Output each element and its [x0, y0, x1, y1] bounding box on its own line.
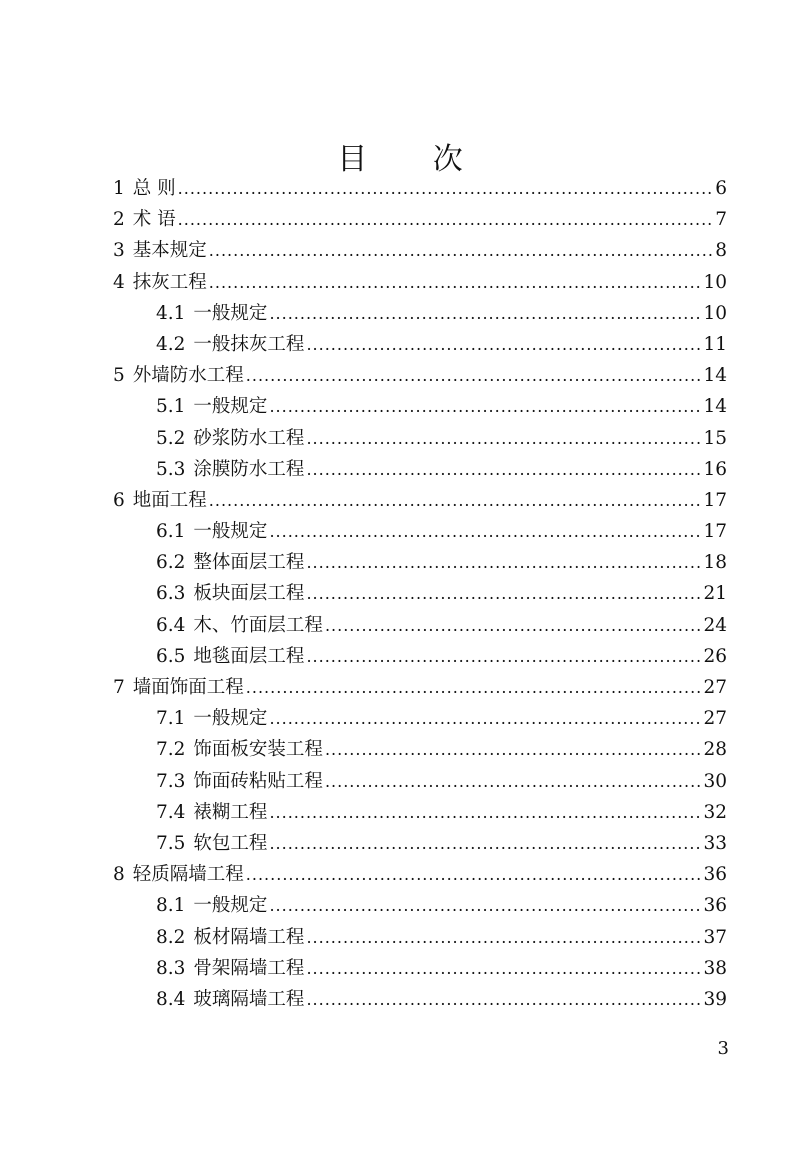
dot-leader [209, 235, 713, 266]
dot-leader [269, 797, 701, 828]
toc-entry-page: 14 [703, 365, 727, 387]
toc-entry-title: 一般规定 [193, 302, 268, 324]
toc-entry-number: 8 [113, 864, 125, 886]
toc-entry-title: 饰面砖粘贴工程 [193, 770, 323, 792]
toc-entry-number: 7 [113, 677, 125, 698]
dot-leader [306, 922, 701, 953]
dot-leader [269, 828, 701, 859]
toc-entry-page: 21 [703, 583, 727, 605]
toc-entry-page: 15 [703, 427, 727, 449]
toc-entry-number: 5.1 [156, 396, 186, 418]
toc-entry[interactable] [113, 267, 727, 298]
page-title: 目 次 [337, 142, 491, 178]
toc-entry-page: 36 [703, 895, 727, 917]
dot-leader [178, 204, 714, 235]
toc-entry-page: 18 [703, 552, 727, 574]
toc-entry-page: 30 [703, 770, 727, 792]
dot-leader [325, 734, 702, 765]
dot-leader [306, 454, 701, 485]
toc-entry[interactable] [113, 235, 727, 266]
toc-entry[interactable] [113, 204, 727, 235]
toc-entry[interactable] [113, 485, 727, 516]
toc-entry-number: 6.3 [156, 583, 186, 605]
toc-entry-title: 一般规定 [193, 708, 268, 730]
toc-subentry[interactable] [113, 454, 727, 485]
dot-leader [306, 578, 701, 609]
dot-leader [246, 672, 702, 703]
toc-entry-page: 33 [703, 832, 727, 854]
toc-entry-number: 1 [113, 178, 125, 199]
toc-entry-number: 7.1 [156, 708, 186, 730]
dot-leader [306, 423, 701, 454]
toc-entry-number: 4 [113, 271, 125, 293]
toc-subentry[interactable] [113, 734, 727, 765]
dot-leader [269, 890, 701, 921]
toc-entry-title: 总 则 [132, 178, 176, 199]
toc-entry-title: 整体面层工程 [193, 552, 305, 574]
toc-subentry[interactable] [113, 797, 727, 828]
toc-entry-number: 6.2 [156, 552, 186, 574]
toc-subentry[interactable] [113, 329, 727, 360]
toc-subentry[interactable] [113, 953, 727, 984]
dot-leader [209, 485, 702, 516]
toc-entry-number: 4.1 [156, 302, 186, 324]
dot-leader [306, 329, 701, 360]
toc-entry-title: 裱糊工程 [193, 801, 268, 823]
toc-entry-page: 10 [703, 271, 727, 293]
toc-entry-title: 木、竹面层工程 [193, 614, 323, 636]
toc-entry-number: 7.3 [156, 770, 186, 792]
toc-entry-title: 抹灰工程 [132, 271, 207, 293]
toc-entry-number: 5 [113, 365, 125, 387]
toc-entry-number: 6 [113, 489, 125, 511]
toc-subentry[interactable] [113, 547, 727, 578]
toc-entry[interactable] [113, 360, 727, 391]
dot-leader [246, 360, 702, 391]
toc-entry-page: 38 [703, 957, 727, 979]
toc-entry-title: 玻璃隔墙工程 [193, 988, 305, 1010]
toc-entry[interactable] [113, 672, 727, 703]
toc-subentry[interactable] [113, 703, 727, 734]
toc-entry-page: 27 [703, 708, 727, 730]
toc-entry-page: 17 [703, 521, 727, 543]
toc-subentry[interactable] [113, 610, 727, 641]
dot-leader [269, 391, 701, 422]
toc-entry-number: 7.4 [156, 801, 186, 823]
toc-entry-title: 基本规定 [132, 240, 207, 262]
toc-entry-number: 6.1 [156, 521, 186, 543]
toc-entry-title: 轻质隔墙工程 [132, 864, 244, 886]
toc-entry-title: 涂膜防水工程 [193, 458, 305, 480]
page-number: 3 [717, 1038, 729, 1059]
toc-entry-page: 16 [703, 458, 727, 480]
toc-entry-number: 2 [113, 209, 125, 231]
toc-subentry[interactable] [113, 766, 727, 797]
toc-entry-title: 一般规定 [193, 396, 268, 418]
toc-entry[interactable] [113, 859, 727, 890]
toc-entry-number: 8.2 [156, 926, 186, 948]
dot-leader [269, 516, 701, 547]
dot-leader [306, 984, 701, 1015]
toc-entry-page: 26 [703, 645, 727, 667]
toc-subentry[interactable] [113, 298, 727, 329]
toc-entry-page: 8 [715, 240, 727, 262]
toc-entry-number: 7.2 [156, 739, 186, 761]
toc-entry-number: 8.3 [156, 957, 186, 979]
toc-entry-title: 饰面板安装工程 [193, 739, 323, 761]
toc-subentry[interactable] [113, 578, 727, 609]
toc-entry-title: 骨架隔墙工程 [193, 957, 305, 979]
dot-leader [269, 703, 701, 734]
toc-entry-page: 32 [703, 801, 727, 823]
toc-entry-page: 11 [703, 333, 727, 355]
dot-leader [246, 859, 702, 890]
dot-leader [178, 173, 714, 204]
toc-subentry[interactable] [113, 423, 727, 454]
toc-entry-page: 27 [703, 677, 727, 698]
toc-entry-number: 5.3 [156, 458, 186, 480]
toc-entry-title: 一般抹灰工程 [193, 333, 305, 355]
toc-entry-number: 6.5 [156, 645, 186, 667]
toc-entry-title: 一般规定 [193, 521, 268, 543]
toc-entry-page: 10 [703, 302, 727, 324]
toc-entry-page: 7 [715, 209, 727, 231]
toc-entry-page: 14 [703, 396, 727, 418]
dot-leader [269, 298, 701, 329]
toc-entry-title: 地面工程 [132, 489, 207, 511]
toc-subentry[interactable] [113, 984, 727, 1015]
toc-entry-page: 17 [703, 489, 727, 511]
toc-subentry[interactable] [113, 922, 727, 953]
toc-entry-page: 37 [703, 926, 727, 948]
toc-subentry[interactable] [113, 890, 727, 921]
toc-entry-title: 一般规定 [193, 895, 268, 917]
toc-entry-number: 5.2 [156, 427, 186, 449]
dot-leader [306, 953, 701, 984]
dot-leader [325, 610, 702, 641]
toc-entry-title: 砂浆防水工程 [193, 427, 305, 449]
toc-entry-title: 板块面层工程 [193, 583, 305, 605]
toc-entry-page: 39 [703, 988, 727, 1010]
toc-entry-number: 7.5 [156, 832, 186, 854]
toc-entry[interactable] [113, 173, 727, 204]
dot-leader [209, 267, 702, 298]
toc-subentry[interactable] [113, 391, 727, 422]
dot-leader [306, 641, 701, 672]
toc-entry-title: 外墙防水工程 [132, 365, 244, 387]
toc-entry-title: 墙面饰面工程 [132, 677, 244, 698]
toc-entry-page: 28 [703, 739, 727, 761]
toc-entry-title: 软包工程 [193, 832, 268, 854]
dot-leader [306, 547, 701, 578]
toc-entry-page: 36 [703, 864, 727, 886]
toc-subentry[interactable] [113, 828, 727, 859]
dot-leader [325, 766, 702, 797]
toc-subentry[interactable] [113, 641, 727, 672]
toc-entry-number: 4.2 [156, 333, 186, 355]
toc-entry-number: 8.1 [156, 895, 186, 917]
toc-entry-title: 术 语 [132, 209, 176, 231]
table-of-contents [113, 173, 727, 1015]
toc-subentry[interactable] [113, 516, 727, 547]
toc-entry-title: 地毯面层工程 [193, 645, 305, 667]
toc-entry-page: 24 [703, 614, 727, 636]
toc-entry-number: 6.4 [156, 614, 186, 636]
toc-entry-number: 8.4 [156, 988, 186, 1010]
toc-entry-title: 板材隔墙工程 [193, 926, 305, 948]
toc-entry-number: 3 [113, 240, 125, 262]
toc-entry-page: 6 [715, 178, 727, 199]
